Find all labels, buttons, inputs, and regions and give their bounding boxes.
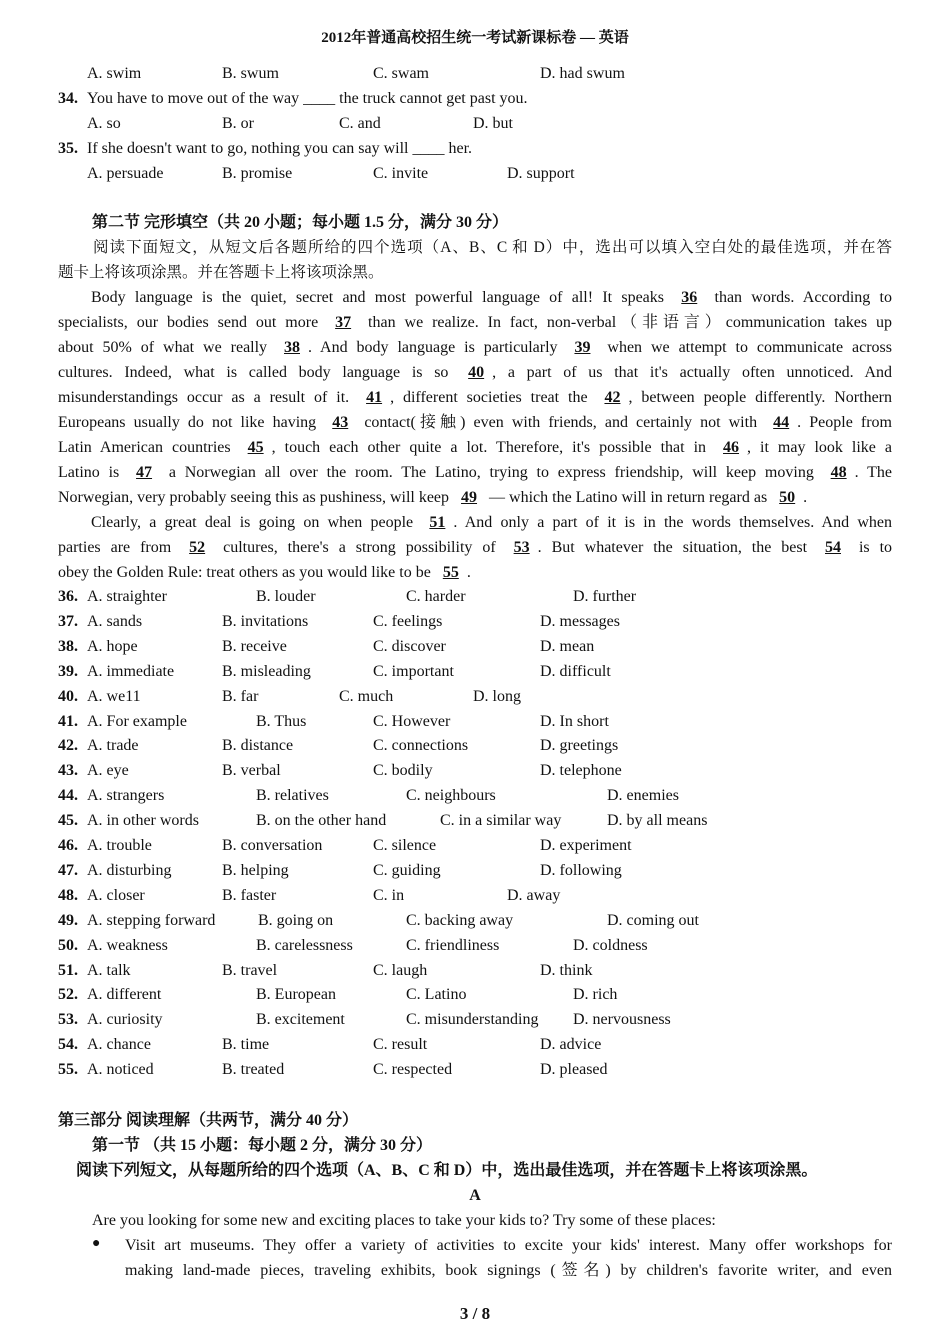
option: D. but xyxy=(473,115,513,132)
passage-text: specialists, our bodies send out more xyxy=(58,314,328,331)
cloze-blank: 41 xyxy=(366,389,383,406)
option: B. promise xyxy=(222,165,293,182)
option: C. bodily xyxy=(373,762,433,780)
passage-line xyxy=(58,310,892,335)
option: C. Latino xyxy=(406,986,467,1004)
passage-text: Clearly, a great deal is going on when people xyxy=(91,514,422,531)
option: B. distance xyxy=(222,737,294,755)
question-number: 55. xyxy=(58,1061,78,1079)
option: C. much xyxy=(339,687,394,705)
passage-text: Body language is the quiet, secret and most powerful language of all! It speaks xyxy=(91,289,674,306)
option: D. mean xyxy=(540,637,595,655)
option: C. respected xyxy=(373,1061,453,1079)
passage-text: Europeans usually do not like having xyxy=(58,414,325,431)
question-number: 53. xyxy=(58,1011,78,1029)
option: C. connections xyxy=(373,737,469,755)
page-number: 3 / 8 xyxy=(459,1304,491,1323)
option: B. treated xyxy=(222,1061,285,1079)
question-number: 50. xyxy=(58,936,78,954)
option: B. misleading xyxy=(222,662,311,680)
option: D. coldness xyxy=(573,936,648,954)
passage-text: misunderstandings occur as a result of it. xyxy=(58,389,359,406)
option: A. so xyxy=(87,115,121,132)
section-title: 第二节 完形填空（共 20 小题；每小题 1.5 分，满分 30 分） xyxy=(92,214,509,231)
option: C. However xyxy=(373,712,451,730)
question-stem: If she doesn't want to go, nothing you can say will ____ her. xyxy=(87,140,473,157)
passage-line xyxy=(58,510,892,535)
option: A. trade xyxy=(87,737,139,755)
option: B. louder xyxy=(256,588,316,605)
option: D. messages xyxy=(540,612,620,630)
option: D. further xyxy=(573,588,637,605)
option: C. laugh xyxy=(373,961,428,979)
question-number: 38. xyxy=(58,637,78,655)
question-number: 36. xyxy=(58,588,78,605)
question-number: 42. xyxy=(58,737,78,755)
passage-text: , touch each other quite a lot. Therefore, it's possible that in xyxy=(271,439,716,456)
option: D. telephone xyxy=(540,762,622,780)
passage-text: , between people differently. Northern xyxy=(628,389,893,406)
cloze-blank: 46 xyxy=(723,439,740,456)
passage-text: . And body language is particularly xyxy=(308,339,567,356)
option: B. on the other hand xyxy=(256,812,387,830)
option: B. carelessness xyxy=(256,936,353,954)
option: C. backing away xyxy=(406,911,514,929)
cloze-blank: 50 xyxy=(779,489,796,506)
option: B. verbal xyxy=(222,762,281,780)
passage-line xyxy=(58,285,892,310)
option: A. stepping forward xyxy=(87,911,216,929)
passage-text: than we realize. In fact, non-verbal（非语言）communication takes up xyxy=(359,314,892,331)
cloze-blank: 55 xyxy=(442,564,459,581)
question-number: 40. xyxy=(58,687,78,705)
option: A. curiosity xyxy=(87,1011,163,1029)
option: A. For example xyxy=(87,712,187,730)
option: D. by all means xyxy=(607,812,708,830)
question-number: 49. xyxy=(58,911,78,929)
cloze-blank: 53 xyxy=(513,539,530,556)
option: B. European xyxy=(256,986,336,1004)
question-number: 46. xyxy=(58,837,78,854)
option: D. support xyxy=(507,165,575,182)
option: D. experiment xyxy=(540,837,632,854)
option: D. enemies xyxy=(607,787,679,805)
cloze-blank: 45 xyxy=(247,439,264,456)
part-title: 第三部分 阅读理解（共两节，满分 40 分） xyxy=(58,1112,359,1129)
question-number: 43. xyxy=(58,762,78,780)
passage-text: about 50% of what we really xyxy=(58,339,276,356)
passage-line xyxy=(58,435,892,460)
option: D. think xyxy=(540,961,593,979)
question-number: 44. xyxy=(58,787,78,805)
option: D. had swum xyxy=(540,65,625,82)
option: B. conversation xyxy=(222,837,323,854)
option: D. following xyxy=(540,861,622,879)
option: C. feelings xyxy=(373,612,443,630)
question-number: 34. xyxy=(58,90,78,107)
cloze-blank: 51 xyxy=(429,514,446,531)
passage-text: . xyxy=(803,489,808,506)
option: A. we11 xyxy=(87,687,141,705)
passage-line xyxy=(58,460,892,485)
passage-line xyxy=(58,360,892,385)
option: B. excitement xyxy=(256,1011,345,1029)
option: D. away xyxy=(507,886,561,904)
cloze-blank: 49 xyxy=(461,489,478,506)
passage-text: Latino is xyxy=(58,464,129,481)
option: C. discover xyxy=(373,637,446,655)
bullet-icon: ● xyxy=(92,1236,101,1251)
passage-text: . The xyxy=(854,464,893,481)
question-number: 35. xyxy=(58,140,78,157)
section-instructions: 题卡上将该项涂黑。并在答题卡上将该项涂黑。 xyxy=(58,264,384,281)
cloze-blank: 47 xyxy=(136,464,153,481)
option: C. result xyxy=(373,1036,428,1054)
option: A. eye xyxy=(87,762,129,780)
option: B. receive xyxy=(222,637,287,655)
option: B. invitations xyxy=(222,612,309,630)
option: A. closer xyxy=(87,886,145,904)
bullet-text: making land-made pieces, traveling exhibits, book signings (签名) by children's favorite writer, and even xyxy=(125,1262,892,1279)
option: A. straighter xyxy=(87,588,167,605)
bullet-text: Visit art museums. They offer a variety of activities to excite your kids' interest. Many offer workshops for xyxy=(125,1237,892,1254)
option: C. invite xyxy=(373,165,429,182)
option: A. swim xyxy=(87,65,142,82)
passage-text: . People from xyxy=(797,414,892,431)
option: C. in xyxy=(373,886,405,904)
passage-text: , it may look like a xyxy=(747,439,893,456)
option: C. misunderstanding xyxy=(406,1011,539,1029)
option: A. different xyxy=(87,986,162,1004)
option: A. disturbing xyxy=(87,861,172,879)
question-number: 37. xyxy=(58,612,78,630)
cloze-blank: 43 xyxy=(332,414,349,431)
passage-line xyxy=(58,535,892,560)
cloze-blank: 48 xyxy=(830,464,847,481)
option: C. swam xyxy=(373,65,429,82)
option: B. relatives xyxy=(256,787,329,805)
cloze-blank: 37 xyxy=(335,314,352,331)
passage-line xyxy=(58,485,892,510)
cloze-blank: 36 xyxy=(681,289,698,306)
passage-text: than words. According to xyxy=(705,289,892,306)
cloze-blank: 44 xyxy=(773,414,790,431)
option: C. in a similar way xyxy=(440,812,562,830)
cloze-blank: 38 xyxy=(284,339,300,356)
section-title: 第一节 （共 15 小题：每小题 2 分，满分 30 分） xyxy=(92,1137,433,1154)
cloze-passage xyxy=(58,285,892,585)
option: D. rich xyxy=(573,986,618,1004)
question-number: 45. xyxy=(58,812,78,830)
option: A. talk xyxy=(87,961,131,979)
passage-line xyxy=(58,410,892,435)
option: B. faster xyxy=(222,886,277,904)
passage-text: contact(接触) even with friends, and certainly not with xyxy=(356,414,766,431)
option: A. noticed xyxy=(87,1061,154,1079)
passage-text: cultures. Indeed, what is called body language is so xyxy=(58,364,461,381)
option: B. swum xyxy=(222,65,279,82)
option: C. and xyxy=(339,115,381,132)
option: B. time xyxy=(222,1036,270,1054)
option: C. harder xyxy=(406,588,466,605)
passage-text: . xyxy=(466,564,471,581)
option: D. coming out xyxy=(607,911,699,929)
passage-text: is to xyxy=(849,539,893,556)
option: C. neighbours xyxy=(406,787,496,805)
question-number: 41. xyxy=(58,712,78,730)
option: D. nervousness xyxy=(573,1011,671,1029)
passage-intro: Are you looking for some new and exciting places to take your kids to? Try some of these places: xyxy=(92,1212,716,1229)
option: B. going on xyxy=(258,911,334,929)
option: D. In short xyxy=(540,712,609,730)
passage-text: , different societies treat the xyxy=(390,389,597,406)
section-instructions: 阅读下面短文，从短文后各题所给的四个选项（A、B、C 和 D）中，选出可以填入空白处的最佳选项，并在答 xyxy=(93,239,892,256)
option: B. helping xyxy=(222,861,289,879)
option: A. hope xyxy=(87,637,138,655)
cloze-blank: 54 xyxy=(825,539,841,556)
section-instructions: 阅读下列短文，从每题所给的四个选项（A、B、C 和 D）中，选出最佳选项，并在答题卡上将该项涂黑。 xyxy=(76,1162,818,1179)
option: A. in other words xyxy=(87,812,199,830)
passage-text: parties are from xyxy=(58,539,182,556)
passage-text: . But whatever the situation, the best xyxy=(537,539,817,556)
question-number: 51. xyxy=(58,961,78,979)
option: B. or xyxy=(222,115,254,132)
cloze-blank: 40 xyxy=(468,364,485,381)
question-number: 54. xyxy=(58,1036,78,1054)
passage-text: . And only a part of it is in the words themselves. And when xyxy=(453,514,893,531)
option: A. trouble xyxy=(87,837,152,854)
question-number: 48. xyxy=(58,886,78,904)
question-stem: You have to move out of the way ____ the truck cannot get past you. xyxy=(87,90,528,107)
option: C. important xyxy=(373,662,454,680)
passage-label: A xyxy=(469,1187,481,1204)
passage-text: , a part of us that it's actually often unnoticed. And xyxy=(492,364,892,381)
question-number: 52. xyxy=(58,986,78,1004)
page-header: 2012年普通高校招生统一考试新课标卷 — 英语 xyxy=(321,30,629,46)
option: A. strangers xyxy=(87,787,165,805)
option: A. persuade xyxy=(87,165,164,182)
passage-line xyxy=(58,335,892,360)
passage-text: cultures, there's a strong possibility of xyxy=(213,539,506,556)
option: C. guiding xyxy=(373,861,441,879)
passage-text: obey the Golden Rule: treat others as you would like to be xyxy=(58,564,435,581)
option: C. friendliness xyxy=(406,936,500,954)
passage-text: Norwegian, very probably seeing this as pushiness, will keep xyxy=(58,489,454,506)
option: D. greetings xyxy=(540,737,619,755)
passage-text: Latin American countries xyxy=(58,439,240,456)
question-number: 47. xyxy=(58,861,78,879)
question-number: 39. xyxy=(58,662,78,680)
option: A. weakness xyxy=(87,936,168,954)
option: B. travel xyxy=(222,961,278,979)
cloze-blank: 39 xyxy=(574,339,591,356)
passage-text: a Norwegian all over the room. The Latino, trying to express friendship, will keep moving xyxy=(160,464,823,481)
passage-text: when we attempt to communicate across xyxy=(598,339,892,356)
option: C. silence xyxy=(373,837,437,854)
option: D. pleased xyxy=(540,1061,608,1079)
option: A. chance xyxy=(87,1036,151,1054)
option: D. long xyxy=(473,687,521,705)
option: B. Thus xyxy=(256,712,307,730)
passage-text: — which the Latino will in return regard as xyxy=(485,489,772,506)
passage-line xyxy=(58,560,892,585)
cloze-blank: 42 xyxy=(604,389,621,406)
option: B. far xyxy=(222,687,259,705)
option: D. difficult xyxy=(540,662,611,680)
option: A. sands xyxy=(87,612,143,630)
option: A. immediate xyxy=(87,662,175,680)
cloze-blank: 52 xyxy=(189,539,206,556)
passage-line xyxy=(58,385,892,410)
option: D. advice xyxy=(540,1036,602,1054)
